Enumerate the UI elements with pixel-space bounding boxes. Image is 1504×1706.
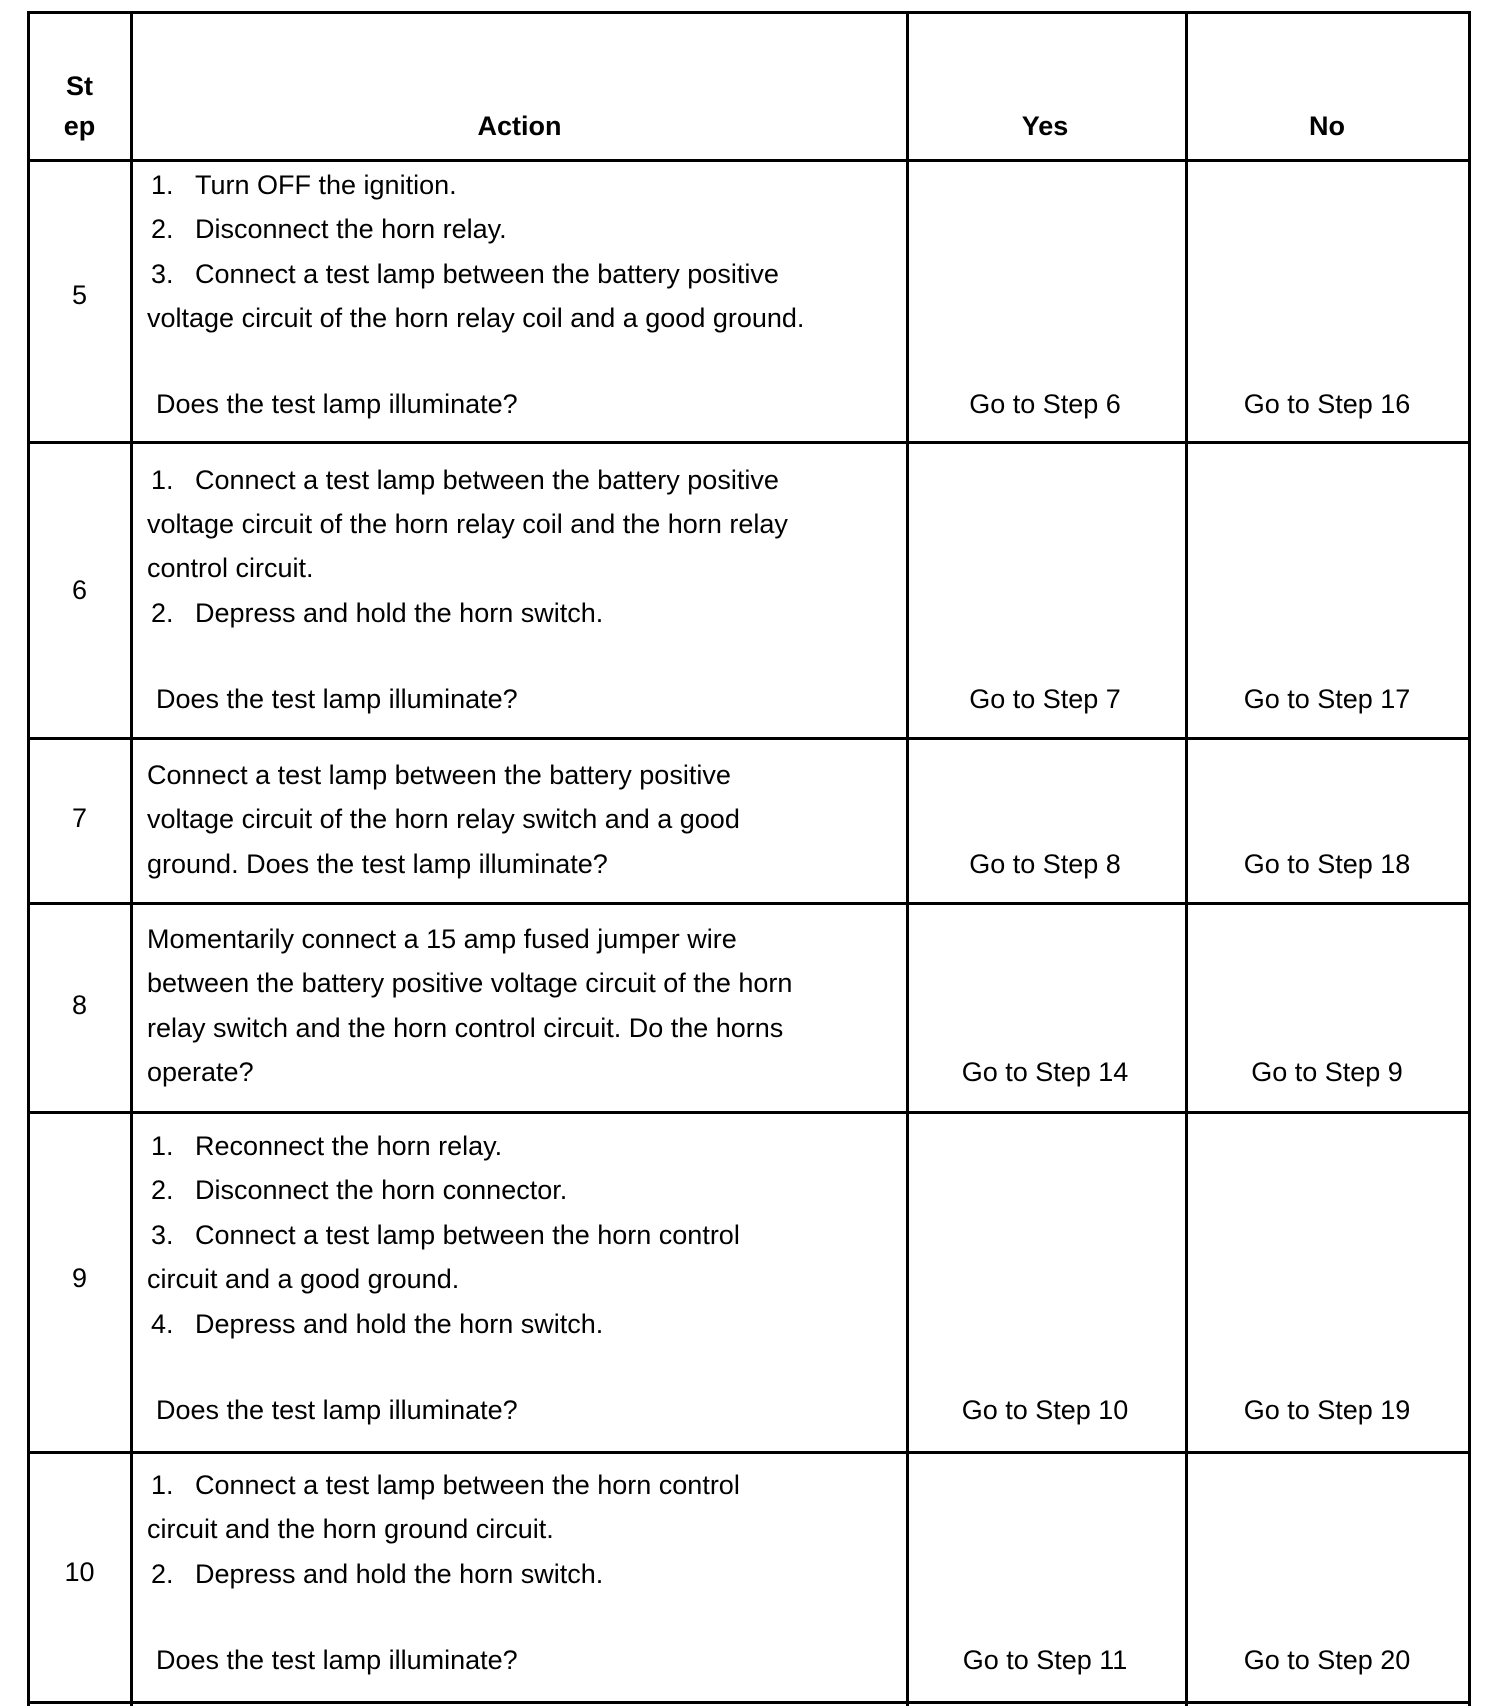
action-line [147,1219,740,1251]
action-question: Does the test lamp illuminate? [156,1395,518,1425]
action-line [147,1174,567,1206]
step-number: 6 [71,575,88,605]
action-question: Does the test lamp illuminate? [156,1645,518,1675]
header-action: Action [477,111,562,141]
item-text: voltage circuit of the horn relay coil and a good ground. [147,303,805,333]
action-line [147,1469,740,1501]
item-text: Disconnect the horn connector. [195,1175,568,1205]
action-line [147,597,603,629]
action-line [147,1558,603,1590]
header-step-line2: ep [63,111,96,141]
item-text: operate? [147,1057,254,1087]
row-divider [27,902,1469,905]
action-line [147,258,779,290]
action-line [147,1056,254,1088]
step-number: 9 [71,1263,88,1293]
item-text: Depress and hold the horn switch. [195,1309,604,1339]
item-text: Connect a test lamp between the battery positive [147,760,731,790]
action-line [147,302,804,334]
action-line [147,1130,502,1162]
no-cell: Go to Step 20 [1243,1645,1411,1675]
item-number: 2. [151,1559,174,1589]
item-number: 2. [151,1175,174,1205]
row-divider [27,1451,1469,1454]
column-divider [27,11,30,1706]
row-divider [27,737,1469,740]
column-divider [1468,11,1471,1706]
action-line [147,923,737,955]
item-text: circuit and a good ground. [147,1264,460,1294]
row-divider [27,159,1469,162]
item-text: voltage circuit of the horn relay switch and a good [147,804,740,834]
step-number: 5 [71,280,88,310]
action-line [147,848,608,880]
action-line [147,967,792,999]
action-cell [147,464,897,736]
header-no: No [1309,111,1345,141]
action-line [147,213,507,245]
action-line [147,759,731,791]
item-text: Connect a test lamp between the battery positive [195,259,779,289]
action-line [147,508,788,540]
step-number: 8 [71,990,88,1020]
item-number: 4. [151,1309,174,1339]
item-text: Disconnect the horn relay. [195,214,507,244]
item-text: Connect a test lamp between the horn control [195,1220,740,1250]
action-cell [147,169,897,441]
action-line [147,1012,783,1044]
item-number: 1. [151,465,174,495]
item-text: Reconnect the horn relay. [195,1131,503,1161]
item-text: Depress and hold the horn switch. [195,1559,604,1589]
yes-cell: Go to Step 8 [969,849,1121,879]
yes-cell: Go to Step 7 [969,684,1121,714]
no-cell: Go to Step 19 [1243,1395,1411,1425]
row-divider [27,441,1469,444]
column-divider [130,11,133,1706]
item-text: Momentarily connect a 15 amp fused jumper wire [147,924,737,954]
item-text: Connect a test lamp between the battery positive [195,465,779,495]
yes-cell: Go to Step 10 [961,1395,1129,1425]
action-line [147,1308,603,1340]
header-step-line1: St [66,71,93,101]
item-number: 2. [151,598,174,628]
item-number: 3. [151,1220,174,1250]
item-text: Connect a test lamp between the horn control [195,1470,740,1500]
step-number: 7 [71,803,88,833]
action-cell [147,759,897,899]
action-line [147,1263,459,1295]
step-number: 10 [64,1557,95,1587]
item-number: 1. [151,1470,174,1500]
item-text: voltage circuit of the horn relay coil and the horn relay [147,509,788,539]
no-cell: Go to Step 18 [1243,849,1411,879]
item-text: relay switch and the horn control circuit. Do the horns [147,1013,784,1043]
header-yes: Yes [1021,111,1069,141]
item-number: 1. [151,170,174,200]
no-cell: Go to Step 9 [1251,1057,1403,1087]
item-text: Depress and hold the horn switch. [195,598,604,628]
item-text: between the battery positive voltage circuit of the horn [147,968,793,998]
action-line [147,169,457,201]
no-cell: Go to Step 17 [1243,684,1411,714]
yes-cell: Go to Step 14 [961,1057,1129,1087]
row-divider [27,11,1469,14]
item-text: Turn OFF the ignition. [195,170,457,200]
yes-cell: Go to Step 11 [962,1645,1128,1675]
action-question: Does the test lamp illuminate? [156,389,518,419]
action-line [147,1513,554,1545]
item-number: 2. [151,214,174,244]
action-line [147,803,740,835]
row-divider [27,1111,1469,1114]
item-number: 1. [151,1131,174,1161]
action-cell [147,1130,897,1446]
item-text: control circuit. [147,553,314,583]
action-line [147,464,779,496]
action-line [147,552,314,584]
yes-cell: Go to Step 6 [969,389,1121,419]
item-text: circuit and the horn ground circuit. [147,1514,554,1544]
no-cell: Go to Step 16 [1243,389,1411,419]
item-number: 3. [151,259,174,289]
action-cell [147,923,897,1103]
action-cell [147,1469,897,1699]
action-question: Does the test lamp illuminate? [156,684,518,714]
item-text: ground. Does the test lamp illuminate? [147,849,608,879]
